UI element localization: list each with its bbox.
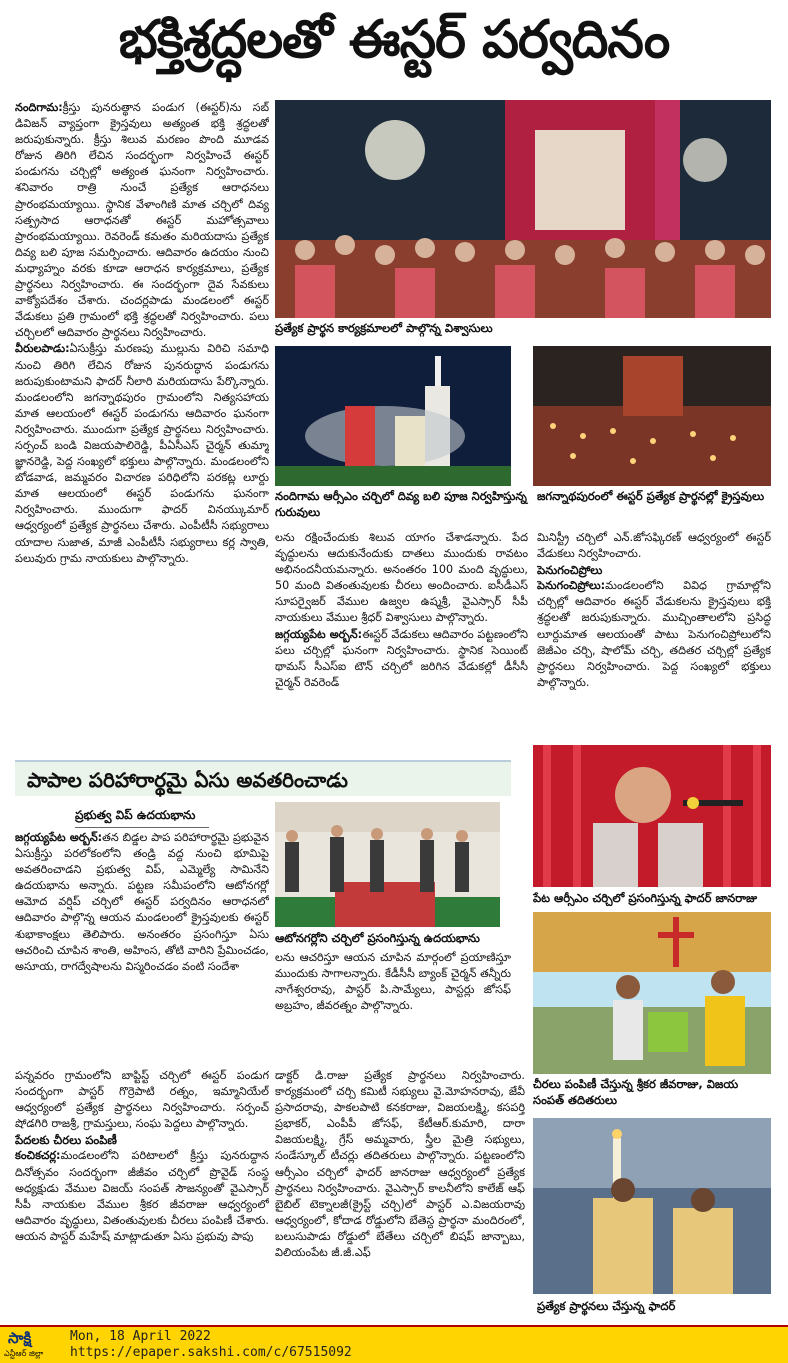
dateline: నందిగామ:: [15, 101, 63, 114]
boxed-story-text-2: [275, 950, 511, 1062]
caption: చీరలు పంపిణీ చేస్తున్న శ్రీకర జీవరాజు, విజయ సంపత్ తదితరులు: [533, 1077, 739, 1107]
paragraph: లను ఆచరిస్తూ ఆయన చూపిన మార్గంలో ప్రయాణిస్తూ ముందుకు సాగాలన్నారు. కేడీసీసీ బ్యాంక్ చైర్మన్ తన్నీరు నాగేశ్వరరావు, పాస్టర్ పి.సామ్యేలు, పాస్టర్లు జోసఫ్ అబ్రహం, జీవరత్నం పాల్గొన్నారు.: [275, 951, 511, 1013]
sakshi-logo: [0, 1327, 64, 1363]
epaper-link[interactable]: https://epaper.sakshi.com/c/67515092: [70, 1345, 352, 1360]
caption: ప్రత్యేక ప్రార్థన కార్యక్రమాలలో పాల్గొన్న విశ్వాసులు: [275, 321, 493, 335]
photo-saree-distribution: [533, 912, 771, 1074]
dateline: వీరులపాడు:: [15, 342, 70, 356]
subheading: పేదలకు చీరలు పంపిణీ: [15, 1133, 117, 1148]
boxed-story-text-1: [15, 830, 269, 1060]
brand-name: సాక్షి: [8, 1329, 32, 1347]
caption: పేట ఆర్సీఎం చర్చిలో ప్రసంగిస్తున్న ఫాదర్ జానరాజు: [533, 891, 758, 905]
paragraph: లను రక్షించేందుకు శిలువ యాగం చేశాడన్నారు. పేద వృద్ధులను ఆదుకునేందుకు దాతలు ముందుకు రావటం అభినందనీయమన్నారు. అనంతరం 100 మంది వృద్ధులు, 50 మంది వితంతువులకు చీరలు అందించారు. ఐసీడీఎస్ సూపర్వైజర్ వేముల ఉజ్వల ఉష్మశ్రీ, వైఎస్సార్ సీపీ నాయకులు వేముల శ్రీధర్ విశ్వాసులు పాల్గొన్నారు.: [275, 531, 528, 625]
article-column-3: [537, 530, 771, 740]
photo-easter-candle: [533, 1118, 771, 1294]
footer-bar: [0, 1325, 788, 1363]
dateline: జగ్గయ్యపేట అర్బన్:: [275, 627, 363, 641]
boxed-story-header: [15, 760, 511, 796]
paragraph: మండలంలోని పరిటాలలో క్రీస్తు పునరుద్ధాన దినోత్సవం సందర్భంగా జీజీవం చర్చిలో ప్రొవైడ్ సంస్థ అధ్యక్షుడు వేముల విజయ్ సంపత్ సౌజన్యంతో వైఎస్సార్ సీపీ నాయకుల వేముల శ్రీకర జీవరాజు ఆధ్వర్యంలో ఆదివారం వృద్ధులు, వితంతువులకు చీరలు పంపిణీ చేశారు. ఆయన పాస్టర్ మహేష్ మాట్లాడుతూ ఏసు ప్రభువు పాపు: [15, 1149, 269, 1243]
photo-candle-prayer: [533, 346, 771, 486]
dateline: పెనుగంచిప్రోలు:: [537, 579, 606, 593]
photo-altar-mass: [275, 346, 511, 486]
caption: ఆటోనగర్లోని చర్చిలో ప్రసంగిస్తున్న ఉదయభాను: [275, 931, 480, 945]
paragraph: డాక్టర్ డి.రాజు ప్రత్యేక ప్రార్థనలు నిర్వహించారు. కార్యక్రమంలో చర్చి కమిటీ సభ్యులు వై.మోహనరావు, జేవీ ప్రసాదరావు, పాకలపాటి కనకరాజు, విజయలక్ష్మి, కసపర్తి ప్రభాకర్, ఎంపీపీ జోసఫ్, కేటీఆర్.కుమారి, దారా విజయలక్ష్మి, గ్రేస్ అమ్మవారు, స్త్రీల మైత్రి సభ్యులు, సండేస్కూల్ టీచర్లు తదితరులు పాల్గొన్నారు. పట్టణంలోని ఆర్సీఎం చర్చిలో ఫాదర్ జానరాజు ఆధ్వర్యంలో ప్రత్యేక ప్రార్థనలు నిర్వహించారు. వైఎస్సార్ కాలనీలోని కాలేజ్ ఆఫ్ బైబిల్ టెక్నాలజీ(క్రైస్ట్ చర్చి)లో పాస్టర్ ఎ.విజయరావు ఆధ్వర్యంలో, కోదాడ రోడ్డులోని బేతెస్ద ప్రార్థనా మందిరంలో, బలుసుపాడు రోడ్డులో బేతేలు చర్చిలో బిషప్ జాన్బాబు, విలియంపేట జీ.జీ.ఎఫ్: [275, 1069, 525, 1260]
footer-meta: [70, 1329, 352, 1361]
paragraph: ఈస్టర్ వేడుకలు ఆదివారం పట్టణంలోని పలు చర్చిల్లో ఘనంగా నిర్వహించారు. స్థానిక సెయింట్ థామస్ సీఎస్ఐ టౌన్ చర్చిలో జరిగిన వేడుకల్లో డీసీసీ చైర్మన్ రెవరెండ్: [275, 627, 528, 689]
photo-priest-speaking: [533, 745, 771, 887]
article-column-bottom-left: [15, 1068, 269, 1318]
edition-name: ఎన్టీఆర్ జిల్లా: [4, 1349, 44, 1358]
caption: జగన్నాథపురంలో ఈస్టర్ ప్రత్యేక ప్రార్థనల్లో క్రైస్తవులు: [537, 489, 765, 503]
headline: భక్తిశ్రద్ధలతో ఈస్టర్ పర్వదినం: [118, 9, 670, 70]
photo-speech-autonagar: [275, 802, 500, 927]
article-column-2: [275, 530, 528, 740]
byline: ప్రభుత్వ విప్ ఉదయభాను: [75, 808, 209, 828]
photo-crowd-prayer: [275, 100, 771, 318]
article-column-1: [15, 100, 269, 740]
paragraph: మినిస్ట్రీ చర్చిలో ఎన్.జోసఫ్కిరణ్ ఆధ్వర్యంలో ఈస్టర్ వేడుకలు నిర్వహించారు.: [537, 531, 771, 561]
paragraph: క్రీస్తు పునరుత్థాన పండుగ (ఈస్టర్)ను సబ్ డివిజన్ వ్యాప్తంగా క్రైస్తవులు అత్యంత భక్తి శ్రద్ధలతో జరుపుకున్నారు. క్రీస్తు శిలువ మరణం పొంది మూడవ రోజున తిరిగి లేచిన సందర్భంగా నిర్వహించే ఈస్టర్ పండుగను చర్చిల్లో అత్యంత ఘనంగా నిర్వహించారు. శనివారం రాత్రి నుంచే ప్రత్యేక ఆరాధనలు ప్రారంభమయ్యాయి. స్థానిక వేళాంగిణి మాత చర్చిలో దివ్య సత్ప్రసాద ఆరాధనతో ఈస్టర్ మహోత్సవాలు ప్రారంభమయ్యాయి. రెవరెండ్ కమతం మరియదాసు ప్రత్యేక దివ్య బలి పూజ సమర్పించారు. ఆదివారం ఉదయం నుంచి మధ్యాహ్నం వరకు కూడా ఆరాధన కార్యక్రమాలు, ప్రత్యేక ప్రార్థనలు నిర్వహించారు. ఈ సందర్భంగా దైవ సేవకులు వాక్యోపదేశం చేశారు. చందర్లపాడు మండలంలో ఈస్టర్ వేడుకలు ప్రతి గ్రామంలో భక్తి శ్రద్ధలతో నిర్వహించారు. పలు చర్చిలలో ఆదివారం ప్రార్థనలు నిర్వహించారు.: [15, 101, 269, 340]
caption: ప్రత్యేక ప్రార్థనలు చేస్తున్న ఫాదర్: [537, 1299, 676, 1313]
dateline: కంచికచర్ల:: [15, 1149, 61, 1163]
paragraph: ఏసుక్రీస్తు మరణపు ముల్లును విరిచి సమాధి నుంచి తిరిగి లేచిన రోజున పునరుద్ధాన పండుగను జరుపుకుంటామని ఫాదర్ నీలారి మరియదాసు పేర్కొన్నారు. మండలంలోని జగన్నాథపురం గ్రామంలోని నిత్యసహాయ మాత ఆలయంలో ఈస్టర్ పండుగను ఆదివారం ఘనంగా నిర్వహించారు. ముందుగా ప్రత్యేక ప్రార్థనలు నిర్వహించారు. సర్పంచ్ బండి విజయపాలిరెడ్డి, పీఏసీఎస్ చైర్మన్ తుమ్మా జ్ఞానరెడ్డి, పెద్ద సంఖ్యలో భక్తులు పాల్గొన్నారు. మండలంలోని బోడవాడ, జమ్మవరం విచారణ పరిధిలోని పరకట్ల లూర్దు మాత ఆలయంలో ఈస్టర్ పండుగను ఘనంగా నిర్వహించారు. ముందుగా ఫాదర్ వినయ్కుమార్ ఆధ్వర్యంలో ప్రత్యేక ప్రార్థనలు చేశారు. ఎంపీటీసీ సభ్యురాలు యాదాల సుజాత, మాజీ ఎంపీటీసీ సభ్యురాలు కర్ల స్వాతి, పలువురు గ్రామ నాయకులు పాల్గొన్నారు.: [15, 342, 269, 565]
paragraph: పన్నవరం గ్రామంలోని బాప్టిస్ట్ చర్చిలో ఈస్టర్ పండుగ సందర్భంగా పాస్టర్ గొర్రెపాటి రత్నం, ఇమ్మానియేల్ ఆధ్వర్యంలో ప్రత్యేక ప్రార్థనలు నిర్వహించారు. సర్పంచ్ షోడగిరి రాజశ్రీ, గ్రామస్తులు, సంఘ పెద్దలు పాల్గొన్నారు.: [15, 1069, 269, 1131]
boxed-story-byline-wrap: [75, 804, 275, 824]
caption: నందిగామ ఆర్సీఎం చర్చిలో దివ్య బలి పూజ నిర్వహిస్తున్న గురువులు: [275, 489, 527, 519]
boxed-story-title: పాపాల పరిహారార్థమై ఏసు అవతరించాడు: [27, 768, 348, 792]
article-column-bottom-mid: [275, 1068, 525, 1318]
dateline: జగ్గయ్యపేట అర్బన్:: [15, 831, 103, 844]
paragraph: మండలంలోని వివిధ గ్రామాల్లోని చర్చిల్లో ఆదివారం ఈస్టర్ వేడుకలను క్రైస్తవులు భక్తి శ్రద్ధలతో జరుపుకున్నారు. ముచ్చింతాలలోని ప్రసిద్ధ లూర్దుమాత ఆలయంతో పాటు పెనుగంచిప్రోలులోని జెజీఎం చర్చి, షాలోమ్ చర్చి, తదితర చర్చిల్లో ప్రత్యేక ప్రార్థనలు నిర్వహించారు. పెద్ద సంఖ్యలో భక్తులు పాల్గొన్నారు.: [537, 579, 771, 689]
paragraph: తన బిడ్డల పాప పరిహారార్థమై ప్రభువైన ఏసుక్రీస్తు పరలోకంలోని తండ్రి వద్ద నుంచి భూమిపై అవతరించాడని ప్రభుత్వ విప్, ఎమ్మెల్యే సామినేని ఉదయభాను అన్నారు. పట్టణ సమీపంలోని ఆటోనగర్లో ఆమోద వర్షిప్ చర్చిలో ఈస్టర్ పర్వదినం ఆరాధనలో ఆదివారం పాల్గొన్న ఆయన మండలంలో క్రైస్తవులకు ఈస్టర్ శుభాకాంక్షలు తెలిపారు. అనంతరం ప్రసంగిస్తూ ఏసు ఆచరించి చూపిన శాంతి, అహింస, తోటి వారిని ప్రేమించడం, అసూయ, రాగద్వేషాలను విస్మరించడం వంటి సందేశా: [15, 831, 269, 973]
subheading: పెనుగంచిప్రోలు: [537, 563, 603, 578]
publish-date: Mon, 18 April 2022: [70, 1329, 211, 1344]
